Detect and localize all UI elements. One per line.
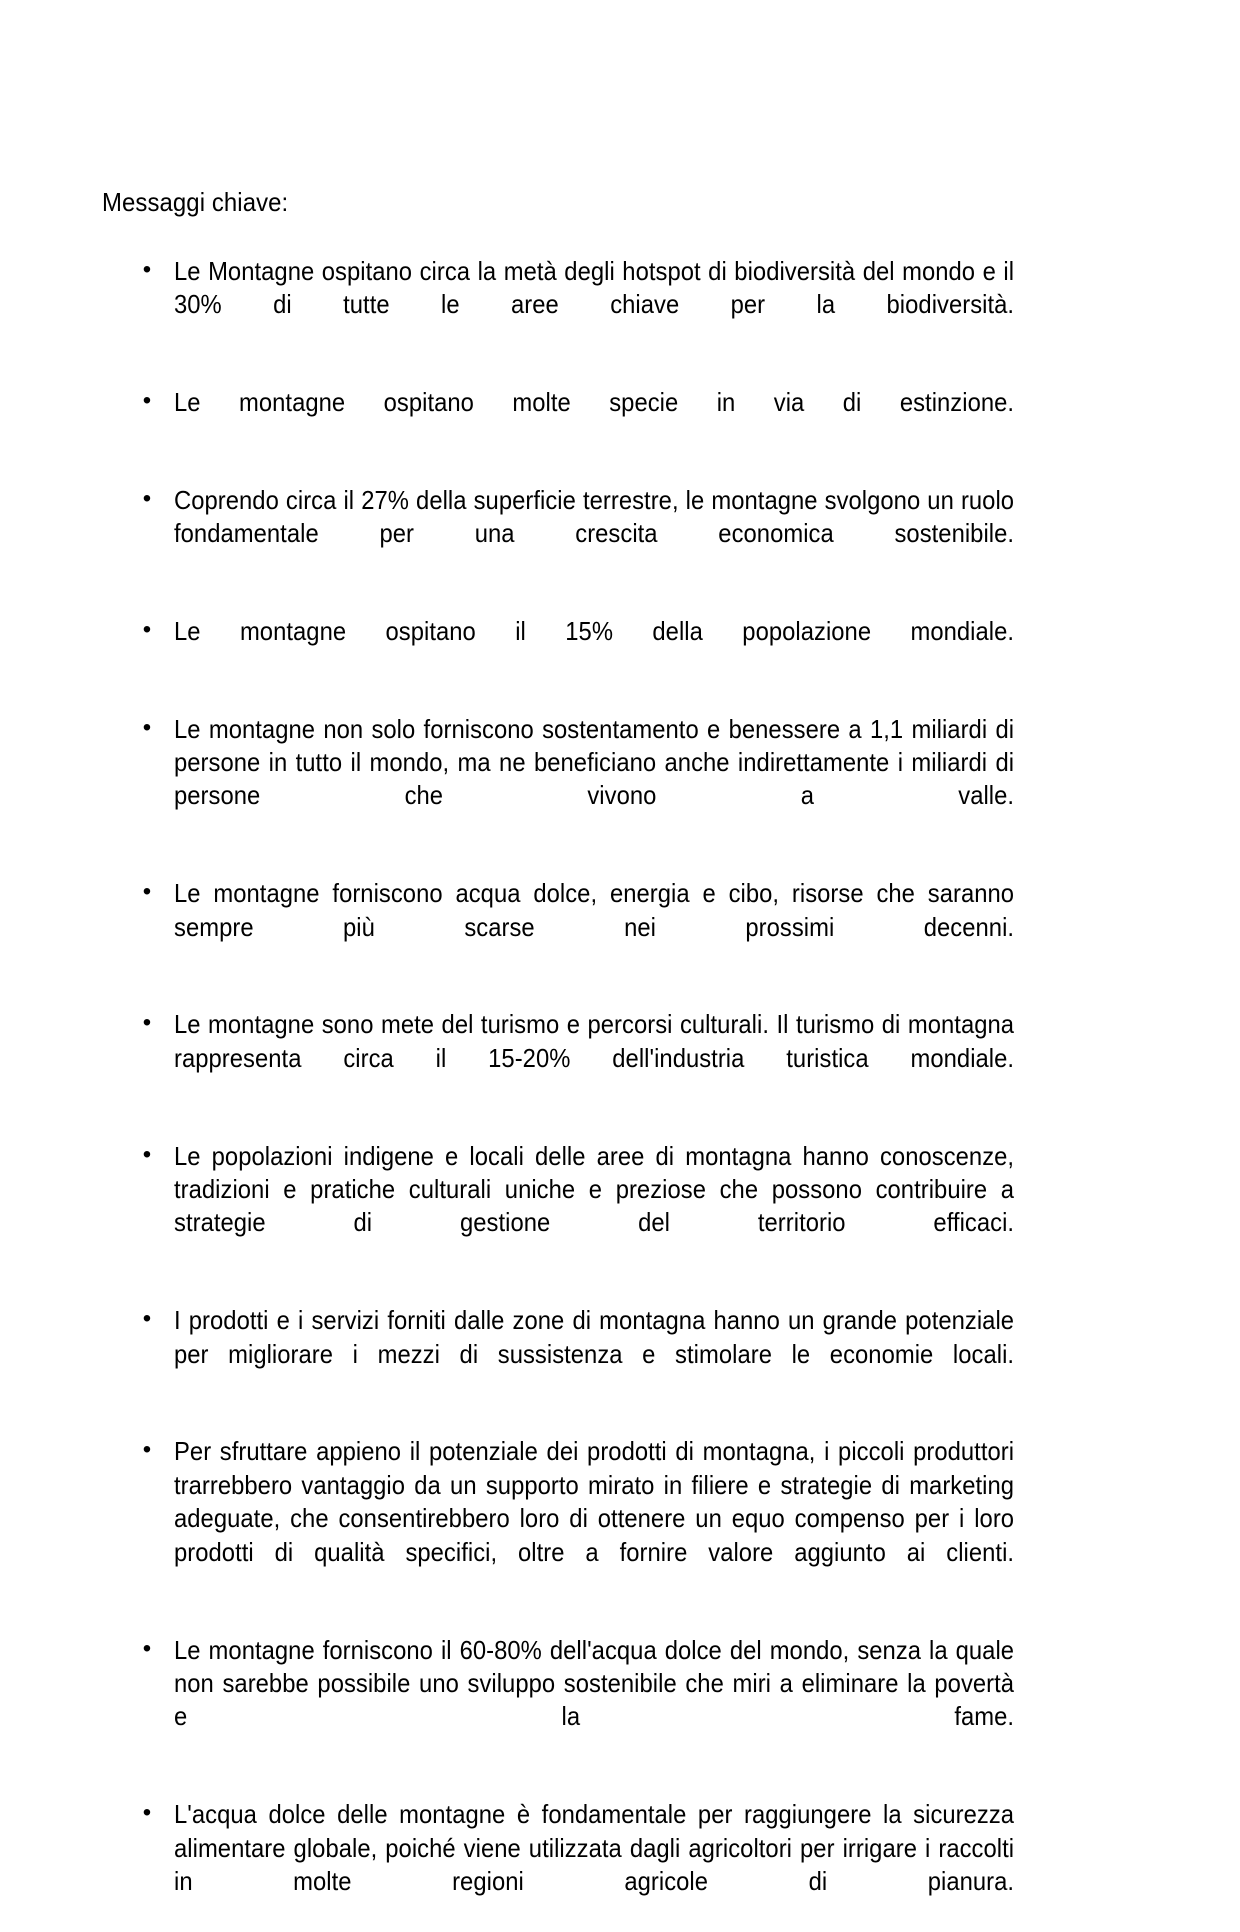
bullet-icon: • xyxy=(142,484,152,512)
list-item-text: Per sfruttare appieno il potenziale dei prodotti di montagna, i piccoli produttori trarrebbero vantaggio da un supporto mirato in filiere e strategie di marketing adeguate, che consentirebbero loro di ottenere un equo compenso per i loro prodotti di qualità specifici, oltre a fornire valore aggiunto ai clienti. xyxy=(174,1436,1015,1567)
bullet-icon: • xyxy=(142,1140,152,1168)
list-item xyxy=(102,877,1014,977)
key-messages-list xyxy=(102,255,1014,1932)
list-item xyxy=(102,713,1014,847)
bullet-icon: • xyxy=(142,386,152,414)
bullet-icon: • xyxy=(142,1436,152,1464)
list-item xyxy=(102,1304,1014,1404)
list-item-text: Le Montagne ospitano circa la metà degli hotspot di biodiversità del mondo e il 30% di tutte le aree chiave per la biodiversità. xyxy=(174,255,1015,319)
list-item xyxy=(102,615,1014,682)
list-item xyxy=(102,1798,1014,1932)
bullet-icon: • xyxy=(142,1799,152,1827)
bullet-icon: • xyxy=(142,1634,152,1662)
list-item-text: L'acqua dolce delle montagne è fondamentale per raggiungere la sicurezza alimentare globale, poiché viene utilizzata dagli agricoltori per irrigare i raccolti in molte regioni agricole di pianura. xyxy=(174,1799,1015,1896)
bullet-icon: • xyxy=(142,713,152,741)
list-item-text: Le montagne sono mete del turismo e percorsi culturali. Il turismo di montagna rappresenta circa il 15-20% dell'industria turistica mondiale. xyxy=(174,1009,1015,1073)
document-content xyxy=(102,186,1014,1932)
bullet-icon: • xyxy=(142,878,152,906)
list-item-text: I prodotti e i servizi forniti dalle zone di montagna hanno un grande potenziale per migliorare i mezzi di sussistenza e stimolare le economie locali. xyxy=(174,1305,1015,1369)
list-item-text: Le montagne ospitano il 15% della popolazione mondiale. xyxy=(174,615,1015,646)
list-item xyxy=(102,1435,1014,1602)
list-item xyxy=(102,1008,1014,1108)
bullet-icon: • xyxy=(142,1305,152,1333)
list-item xyxy=(102,255,1014,355)
list-item-text: Le montagne forniscono acqua dolce, energia e cibo, risorse che saranno sempre più scarse nei prossimi decenni. xyxy=(174,878,1015,942)
list-item xyxy=(102,1140,1014,1274)
list-item xyxy=(102,1634,1014,1768)
bullet-icon: • xyxy=(142,1009,152,1037)
list-item xyxy=(102,484,1014,584)
list-item-text: Coprendo circa il 27% della superficie terrestre, le montagne svolgono un ruolo fondamentale per una crescita economica sostenibile. xyxy=(174,484,1015,548)
page-title: Messaggi chiave: xyxy=(102,187,289,217)
bullet-icon: • xyxy=(142,255,152,283)
list-item-text: Le montagne non solo forniscono sostentamento e benessere a 1,1 miliardi di persone in tutto il mondo, ma ne beneficiano anche indirettamente i miliardi di persone che vivono a valle. xyxy=(174,713,1015,811)
list-item-text: Le montagne ospitano molte specie in via di estinzione. xyxy=(174,386,1015,417)
list-item-text: Le popolazioni indigene e locali delle aree di montagna hanno conoscenze, tradizioni e pratiche culturali uniche e preziose che possono contribuire a strategie di gestione del territorio efficaci. xyxy=(174,1140,1015,1238)
list-item-text: Le montagne forniscono il 60-80% dell'acqua dolce del mondo, senza la quale non sarebbe possibile uno sviluppo sostenibile che miri a eliminare la povertà e la fame. xyxy=(174,1634,1015,1732)
bullet-icon: • xyxy=(142,615,152,643)
list-item xyxy=(102,386,1014,453)
